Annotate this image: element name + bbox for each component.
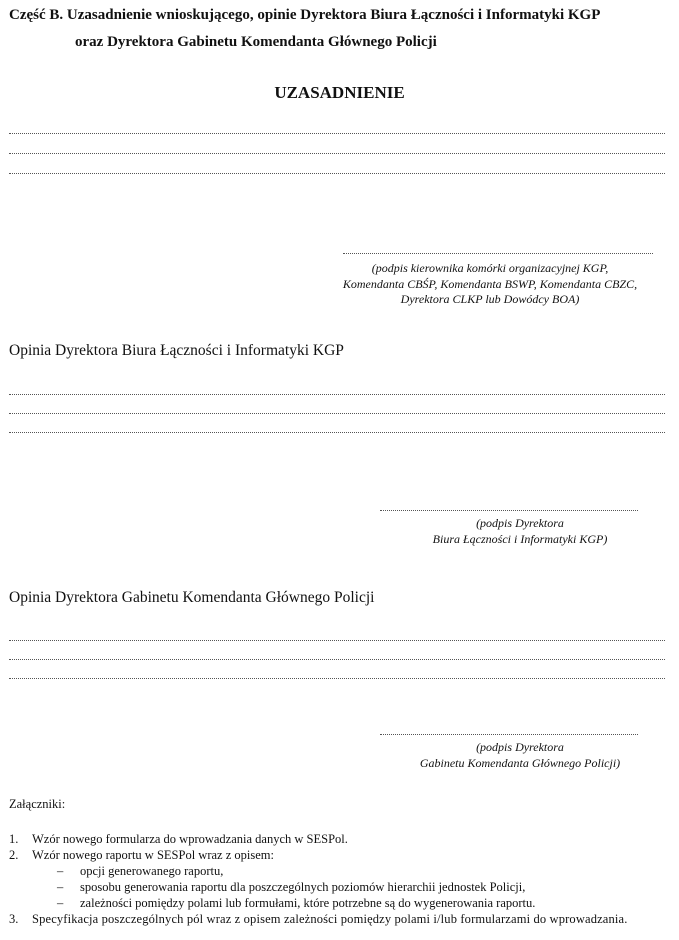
opinion-gabinet-line-1[interactable] — [9, 640, 665, 641]
justification-line-2[interactable] — [9, 153, 665, 154]
opinion-gabinet-line-2[interactable] — [9, 659, 665, 660]
signature-caption-line: Gabinetu Komendanta Głównego Policji) — [419, 755, 621, 770]
justification-title: UZASADNIENIE — [274, 83, 405, 102]
signature-caption-line: (podpis kierownika komórki organizacyjnej KGP, — [371, 261, 609, 275]
part-b-header-line2: oraz Dyrektora Gabinetu Komendanta Głównego Policji — [75, 34, 437, 50]
attachment-number: 1. — [9, 832, 19, 846]
attachment-subitem: sposobu generowania raportu dla poszczególnych poziomów hierarchii jednostek Policji, — [80, 880, 526, 894]
opinion-bli-signature-line[interactable] — [380, 510, 638, 511]
attachment-subitem: zależności pomiędzy polami lub formułami, które potrzebne są do wygenerowania raportu. — [80, 896, 536, 910]
attachments-label: Załączniki: — [9, 797, 66, 811]
attachment-text: Specyfikacja poszczególnych pól wraz z opisem zależności pomiędzy polami i/lub formularzami do wprowadzania. — [32, 912, 628, 926]
attachment-text: Wzór nowego formularza do wprowadzania danych w SESPol. — [32, 832, 348, 846]
signature-caption-line: Biura Łączności i Informatyki KGP) — [432, 531, 608, 546]
opinion-bli-line-3[interactable] — [9, 432, 665, 433]
opinion-bli-signature-caption — [380, 516, 660, 547]
attachment-number: 3. — [9, 912, 19, 926]
signature-caption-line: Komendanta CBŚP, Komendanta BSWP, Komendanta CBZC, — [342, 276, 638, 291]
opinion-gabinet-heading: Opinia Dyrektora Gabinetu Komendanta Głównego Policji — [9, 589, 375, 606]
signature-caption-line: (podpis Dyrektora — [476, 740, 564, 754]
justification-line-3[interactable] — [9, 173, 665, 174]
dash-bullet: – — [57, 896, 64, 910]
signature-caption-line: Dyrektora CLKP lub Dowódcy BOA) — [400, 292, 580, 306]
opinion-gabinet-signature-line[interactable] — [380, 734, 638, 735]
attachment-text: Wzór nowego raportu w SESPol wraz z opisem: — [32, 848, 274, 862]
part-b-header-line1: Część B. Uzasadnienie wnioskującego, opinie Dyrektora Biura Łączności i Informatyki KGP — [9, 7, 601, 23]
justification-signature-caption — [320, 261, 660, 308]
signature-caption-line: (podpis Dyrektora — [476, 516, 564, 530]
justification-line-1[interactable] — [9, 133, 665, 134]
opinion-gabinet-line-3[interactable] — [9, 678, 665, 679]
attachment-subitem: opcji generowanego raportu, — [80, 864, 224, 878]
opinion-gabinet-signature-caption — [370, 740, 670, 771]
dash-bullet: – — [57, 880, 64, 894]
opinion-bli-line-1[interactable] — [9, 394, 665, 395]
dash-bullet: – — [57, 864, 64, 878]
opinion-bli-heading: Opinia Dyrektora Biura Łączności i Informatyki KGP — [9, 342, 344, 359]
opinion-bli-line-2[interactable] — [9, 413, 665, 414]
attachment-number: 2. — [9, 848, 19, 862]
justification-signature-line[interactable] — [343, 253, 653, 254]
